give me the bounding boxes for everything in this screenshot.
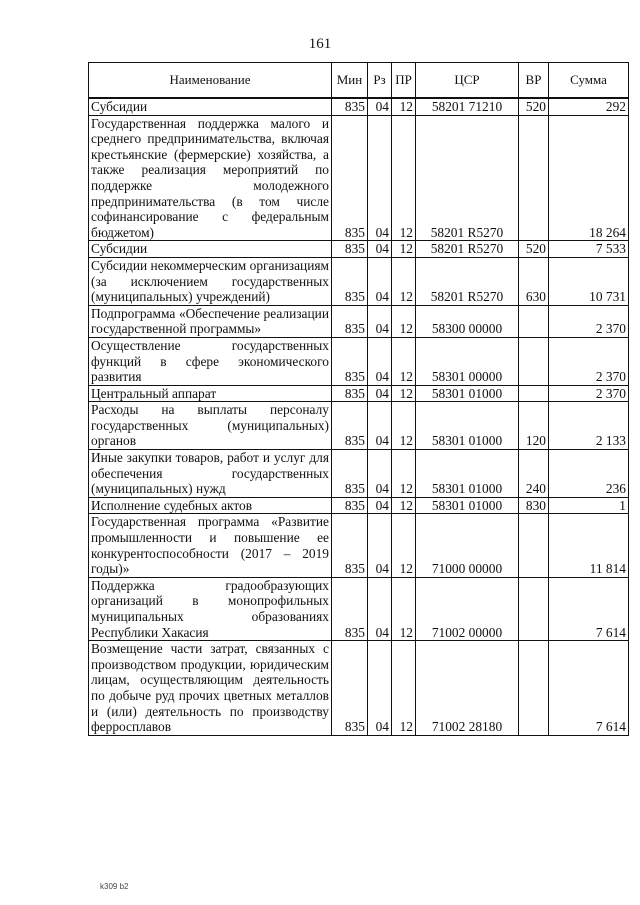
table-row bbox=[89, 115, 629, 241]
cell-csr: 71002 28180 bbox=[416, 641, 519, 736]
cell-pr: 12 bbox=[392, 641, 416, 736]
table-row bbox=[89, 497, 629, 514]
cell-min: 835 bbox=[332, 115, 368, 241]
table-row bbox=[89, 305, 629, 337]
header-min: Мин bbox=[332, 63, 368, 99]
cell-rz: 04 bbox=[368, 257, 392, 305]
cell-csr: 58301 01000 bbox=[416, 497, 519, 514]
page-number: 161 bbox=[308, 36, 332, 52]
cell-name: Расходы на выплаты персоналу государственных (муниципальных) органов bbox=[89, 402, 332, 450]
cell-pr: 12 bbox=[392, 337, 416, 385]
cell-csr: 58301 00000 bbox=[416, 337, 519, 385]
footer-code: k309 b2 bbox=[100, 882, 129, 891]
budget-table bbox=[88, 62, 629, 736]
table-row bbox=[89, 98, 629, 115]
cell-min: 835 bbox=[332, 385, 368, 402]
table-row bbox=[89, 385, 629, 402]
cell-sum: 7 533 bbox=[549, 241, 629, 258]
cell-pr: 12 bbox=[392, 98, 416, 115]
cell-pr: 12 bbox=[392, 497, 416, 514]
cell-csr: 58300 00000 bbox=[416, 305, 519, 337]
table-row bbox=[89, 514, 629, 577]
cell-vr: 520 bbox=[519, 98, 549, 115]
table-row bbox=[89, 402, 629, 450]
table-header-row bbox=[89, 63, 629, 99]
cell-sum: 236 bbox=[549, 450, 629, 498]
cell-sum: 1 bbox=[549, 497, 629, 514]
cell-pr: 12 bbox=[392, 514, 416, 577]
cell-sum: 11 814 bbox=[549, 514, 629, 577]
cell-vr bbox=[519, 305, 549, 337]
cell-csr: 58201 71210 bbox=[416, 98, 519, 115]
cell-name: Исполнение судебных актов bbox=[89, 497, 332, 514]
cell-vr bbox=[519, 337, 549, 385]
cell-pr: 12 bbox=[392, 115, 416, 241]
cell-rz: 04 bbox=[368, 497, 392, 514]
cell-sum: 292 bbox=[549, 98, 629, 115]
cell-name: Субсидии bbox=[89, 98, 332, 115]
cell-name: Осуществление государственных функций в сфере экономического развития bbox=[89, 337, 332, 385]
table-row bbox=[89, 241, 629, 258]
cell-sum: 2 133 bbox=[549, 402, 629, 450]
cell-vr: 520 bbox=[519, 241, 549, 258]
cell-sum: 7 614 bbox=[549, 577, 629, 640]
cell-name: Иные закупки товаров, работ и услуг для обеспечения государственных (муниципальных) нужд bbox=[89, 450, 332, 498]
cell-sum: 18 264 bbox=[549, 115, 629, 241]
header-rz: Рз bbox=[368, 63, 392, 99]
cell-name: Центральный аппарат bbox=[89, 385, 332, 402]
header-sum: Сумма bbox=[549, 63, 629, 99]
cell-vr bbox=[519, 115, 549, 241]
cell-csr: 71002 00000 bbox=[416, 577, 519, 640]
cell-csr: 58201 R5270 bbox=[416, 257, 519, 305]
cell-pr: 12 bbox=[392, 450, 416, 498]
cell-vr: 830 bbox=[519, 497, 549, 514]
cell-name: Государственная программа «Развитие промышленности и повышение ее конкурентоспособности (2017 – 2019 годы)» bbox=[89, 514, 332, 577]
cell-csr: 58301 01000 bbox=[416, 385, 519, 402]
cell-csr: 58301 01000 bbox=[416, 402, 519, 450]
cell-min: 835 bbox=[332, 257, 368, 305]
cell-vr bbox=[519, 514, 549, 577]
cell-pr: 12 bbox=[392, 241, 416, 258]
cell-vr: 120 bbox=[519, 402, 549, 450]
cell-min: 835 bbox=[332, 337, 368, 385]
cell-sum: 7 614 bbox=[549, 641, 629, 736]
cell-pr: 12 bbox=[392, 385, 416, 402]
cell-rz: 04 bbox=[368, 305, 392, 337]
table-row bbox=[89, 450, 629, 498]
cell-vr: 240 bbox=[519, 450, 549, 498]
cell-pr: 12 bbox=[392, 577, 416, 640]
cell-min: 835 bbox=[332, 577, 368, 640]
cell-csr: 58301 01000 bbox=[416, 450, 519, 498]
table-row bbox=[89, 641, 629, 736]
cell-min: 835 bbox=[332, 514, 368, 577]
cell-sum: 10 731 bbox=[549, 257, 629, 305]
cell-min: 835 bbox=[332, 641, 368, 736]
cell-rz: 04 bbox=[368, 98, 392, 115]
cell-rz: 04 bbox=[368, 514, 392, 577]
cell-sum: 2 370 bbox=[549, 305, 629, 337]
table-row bbox=[89, 337, 629, 385]
cell-min: 835 bbox=[332, 450, 368, 498]
cell-name: Субсидии некоммерческим организациям (за исключением государственных (муниципальных) учреждений) bbox=[89, 257, 332, 305]
header-csr: ЦСР bbox=[416, 63, 519, 99]
cell-vr bbox=[519, 641, 549, 736]
cell-name: Государственная поддержка малого и среднего предпринимательства, включая крестьянские (фермерские) хозяйства, а также реализация мероприятий по поддержке молодежного предпринимательства (в том числе софинансирование с федеральным бюджетом) bbox=[89, 115, 332, 241]
cell-min: 835 bbox=[332, 98, 368, 115]
cell-rz: 04 bbox=[368, 337, 392, 385]
cell-sum: 2 370 bbox=[549, 337, 629, 385]
cell-csr: 71000 00000 bbox=[416, 514, 519, 577]
cell-min: 835 bbox=[332, 305, 368, 337]
cell-name: Возмещение части затрат, связанных с производством продукции, юридическим лицам, осуществляющим деятельность по добыче руд прочих цветных металлов и (или) деятельность по производству ферросплавов bbox=[89, 641, 332, 736]
cell-rz: 04 bbox=[368, 402, 392, 450]
cell-name: Субсидии bbox=[89, 241, 332, 258]
cell-rz: 04 bbox=[368, 241, 392, 258]
cell-rz: 04 bbox=[368, 577, 392, 640]
cell-vr bbox=[519, 577, 549, 640]
cell-min: 835 bbox=[332, 241, 368, 258]
cell-rz: 04 bbox=[368, 385, 392, 402]
cell-sum: 2 370 bbox=[549, 385, 629, 402]
table-row bbox=[89, 577, 629, 640]
header-vr: ВР bbox=[519, 63, 549, 99]
cell-min: 835 bbox=[332, 402, 368, 450]
cell-name: Подпрограмма «Обеспечение реализации государственной программы» bbox=[89, 305, 332, 337]
cell-name: Поддержка градообразующих организаций в монопрофильных муниципальных образованиях Республики Хакасия bbox=[89, 577, 332, 640]
cell-min: 835 bbox=[332, 497, 368, 514]
cell-vr bbox=[519, 385, 549, 402]
cell-rz: 04 bbox=[368, 641, 392, 736]
cell-pr: 12 bbox=[392, 402, 416, 450]
table-row bbox=[89, 257, 629, 305]
header-pr: ПР bbox=[392, 63, 416, 99]
cell-rz: 04 bbox=[368, 115, 392, 241]
header-name: Наименование bbox=[89, 63, 332, 99]
cell-pr: 12 bbox=[392, 257, 416, 305]
cell-rz: 04 bbox=[368, 450, 392, 498]
cell-pr: 12 bbox=[392, 305, 416, 337]
cell-vr: 630 bbox=[519, 257, 549, 305]
cell-csr: 58201 R5270 bbox=[416, 241, 519, 258]
cell-csr: 58201 R5270 bbox=[416, 115, 519, 241]
